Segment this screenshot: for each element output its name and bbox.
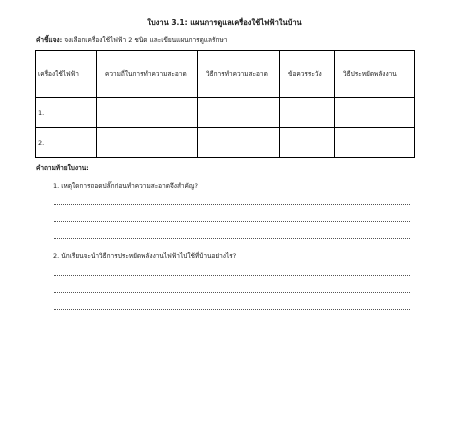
worksheet-title: ใบงาน 3.1: แผนการดูแลเครื่องใช้ไฟฟ้าในบ้าน (147, 18, 302, 27)
row-number: 2. (36, 128, 97, 158)
header-energy-saving: วิธีประหยัดพลังงาน (335, 51, 415, 98)
header-cleaning-method: วิธีการทำความสะอาด (198, 51, 280, 98)
table-cell[interactable] (97, 98, 198, 128)
header-cleaning-frequency: ความถี่ในการทำความสะอาด (97, 51, 198, 98)
header-precautions: ข้อควรระวัง (280, 51, 335, 98)
question-1: 1. เหตุใดการถอดปลั๊กก่อนทำความสะอาดจึงสำคัญ? (53, 182, 198, 190)
table-header-row (36, 51, 415, 98)
table-cell[interactable] (198, 128, 280, 158)
answer-line[interactable] (54, 221, 410, 222)
answer-line[interactable] (54, 238, 410, 239)
instruction-label: คำชี้แจง: (36, 36, 63, 44)
row-number: 1. (36, 98, 97, 128)
table-row (36, 128, 415, 158)
question-2: 2. นักเรียนจะนำวิธีการประหยัดพลังงานไฟฟ้าไปใช้ที่บ้านอย่างไร? (53, 252, 237, 260)
answer-line[interactable] (54, 204, 410, 205)
table-cell[interactable] (335, 98, 415, 128)
table-cell[interactable] (335, 128, 415, 158)
header-appliance: เครื่องใช้ไฟฟ้า (36, 51, 97, 98)
instruction (36, 35, 227, 45)
table-cell[interactable] (280, 98, 335, 128)
table-cell[interactable] (280, 128, 335, 158)
table-cell[interactable] (198, 98, 280, 128)
answer-line[interactable] (54, 292, 410, 293)
instruction-text: จงเลือกเครื่องใช้ไฟฟ้า 2 ชนิด และเขียนแผนการดูแลรักษา (64, 36, 228, 44)
questions-heading: คำถามท้ายใบงาน: (36, 164, 89, 172)
table-row (36, 98, 415, 128)
care-plan-table (35, 50, 415, 158)
answer-line[interactable] (54, 275, 410, 276)
table-cell[interactable] (97, 128, 198, 158)
answer-line[interactable] (54, 309, 410, 310)
